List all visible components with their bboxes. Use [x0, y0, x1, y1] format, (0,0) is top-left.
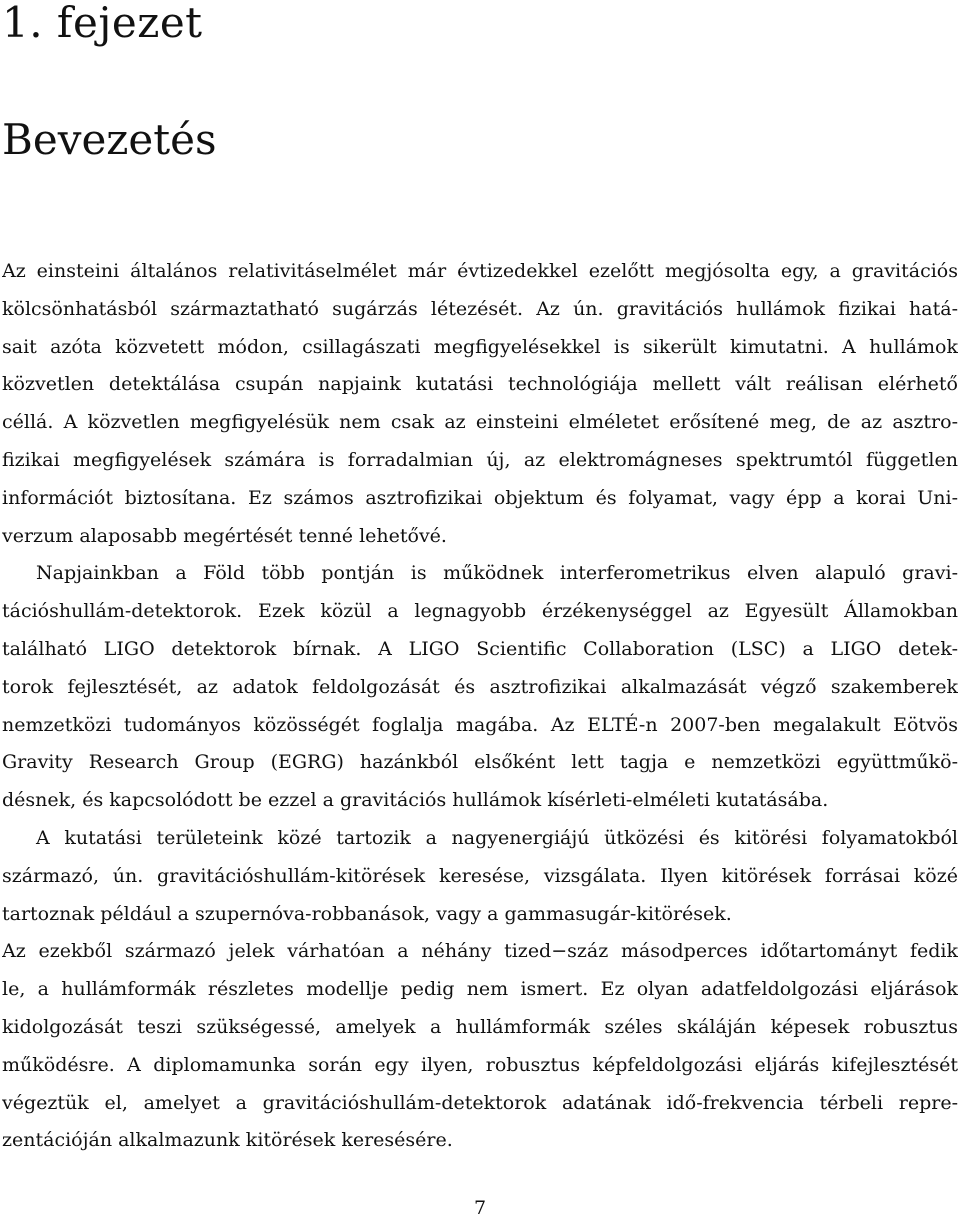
text-line: származó, ún. gravitációshullám-kitörések keresése, vizsgálata. Ilyen kitörések forrásai közé	[2, 864, 958, 887]
text-line: Napjainkban a Föld több pontján is működnek interferometrikus elven alapuló gravi-	[36, 562, 958, 585]
text-line: tációshullám-detektorok. Ezek közül a legnagyobb érzékenységgel az Egyesült Államokban	[2, 600, 958, 623]
text-line: közvetlen detektálása csupán napjaink kutatási technológiája mellett vált reálisan elérhető	[2, 373, 958, 396]
text-line: A kutatási területeink közé tartozik a nagyenergiájú ütközési és kitörési folyamatokból	[36, 826, 958, 849]
text-line: fizikai megfigyelések számára is forradalmian új, az elektromágneses spektrumtól független	[2, 448, 958, 471]
chapter-label: 1. fejezet	[2, 0, 203, 47]
text-line: található LIGO detektorok bírnak. A LIGO Scientific Collaboration (LSC) a LIGO detek-	[2, 637, 958, 660]
text-line: désnek, és kapcsolódott be ezzel a gravitációs hullámok kísérleti-elméleti kutatásába.	[2, 789, 829, 812]
chapter-title: Bevezetés	[2, 115, 217, 164]
text-line: le, a hullámformák részletes modellje pedig nem ismert. Ez olyan adatfeldolgozási eljárások	[2, 978, 958, 1001]
text-line: működésre. A diplomamunka során egy ilyen, robusztus képfeldolgozási eljárás kifejlesztését	[2, 1053, 958, 1076]
text-line: tartoznak például a szupernóva-robbanások, vagy a gammasugár-kitörések.	[2, 902, 732, 925]
text-line: Az ezekből származó jelek várhatóan a néhány tized−száz másodperces időtartományt fedik	[2, 940, 958, 963]
text-line: kölcsönhatásból származtatható sugárzás létezését. Az ún. gravitációs hullámok fizikai hatá-	[2, 297, 958, 320]
text-line: nemzetközi tudományos közösségét foglalja magába. Az ELTÉ-n 2007-ben megalakult Eötvös	[2, 713, 958, 736]
text-line: torok fejlesztését, az adatok feldolgozását és asztrofizikai alkalmazását végző szakemberek	[2, 675, 958, 698]
text-line: sait azóta közvetett módon, csillagászati megfigyelésekkel is sikerült kimutatni. A hullámok	[2, 335, 958, 358]
text-line: zentációján alkalmazunk kitörések keresésére.	[2, 1129, 453, 1152]
text-line: céllá. A közvetlen megfigyelésük nem csak az einsteini elméletet erősítené meg, de az asztro-	[2, 411, 958, 434]
text-line: Az einsteini általános relativitáselmélet már évtizedekkel ezelőtt megjósolta egy, a gravitációs	[2, 260, 958, 282]
text-line: végeztük el, amelyet a gravitációshullám-detektorok adatának idő-frekvencia térbeli repre-	[2, 1091, 958, 1114]
text-line: verzum alaposabb megértését tenné lehetővé.	[2, 524, 447, 547]
text-line: kidolgozását teszi szükségessé, amelyek a hullámformák széles skáláján képesek robusztus	[2, 1015, 958, 1038]
text-line: információt biztosítana. Ez számos asztrofizikai objektum és folyamat, vagy épp a korai Uni-	[2, 486, 958, 509]
body-text	[2, 253, 958, 1160]
text-line: Gravity Research Group (EGRG) hazánkból elsőként lett tagja e nemzetközi együttműkö-	[2, 751, 958, 774]
page-number: 7	[473, 1197, 487, 1219]
